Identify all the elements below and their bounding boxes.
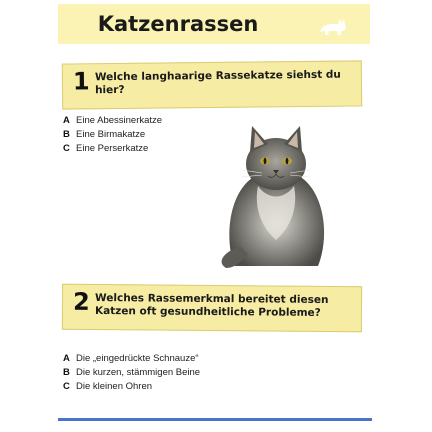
answer-letter: C bbox=[63, 380, 70, 392]
answer-text: Die kleinen Ohren bbox=[76, 380, 153, 392]
bottom-rule bbox=[58, 418, 372, 421]
answer-text: Die „eingedrückte Schnauze“ bbox=[76, 352, 199, 364]
answer-letter: A bbox=[63, 114, 70, 126]
answer-letter: B bbox=[63, 128, 70, 140]
cat-silhouette-icon bbox=[316, 14, 350, 36]
question-1-text: Welche langhaarige Rassekatze siehst du hier? bbox=[94, 68, 341, 97]
answer-2c[interactable] bbox=[63, 379, 200, 393]
answer-letter: B bbox=[63, 366, 70, 378]
question-2-text: Welches Rassemerkmal bereitet diesen Katzen oft gesundheitliche Probleme? bbox=[94, 291, 329, 319]
answer-text: Eine Abessinerkatze bbox=[76, 114, 163, 126]
question-1-answers bbox=[63, 113, 162, 155]
answer-letter: C bbox=[63, 142, 70, 154]
question-1-number: 1 bbox=[72, 67, 90, 96]
answer-1b[interactable] bbox=[63, 127, 162, 141]
answer-2b[interactable] bbox=[63, 365, 200, 379]
answer-text: Eine Perserkatze bbox=[76, 142, 149, 154]
title-band bbox=[58, 4, 370, 44]
answer-text: Eine Birmakatze bbox=[76, 128, 146, 140]
answer-text: Die kurzen, stämmigen Beine bbox=[76, 366, 201, 378]
question-2-answers bbox=[63, 351, 200, 393]
question-2-number: 2 bbox=[72, 287, 90, 316]
answer-1c[interactable] bbox=[63, 141, 162, 155]
answer-letter: A bbox=[63, 352, 70, 364]
page-title: Katzenrassen bbox=[97, 12, 259, 36]
cat-photo bbox=[206, 116, 346, 270]
answer-2a[interactable] bbox=[63, 351, 200, 365]
question-1-box bbox=[62, 60, 362, 109]
answer-1a[interactable] bbox=[63, 113, 162, 127]
question-2-box bbox=[62, 284, 362, 333]
